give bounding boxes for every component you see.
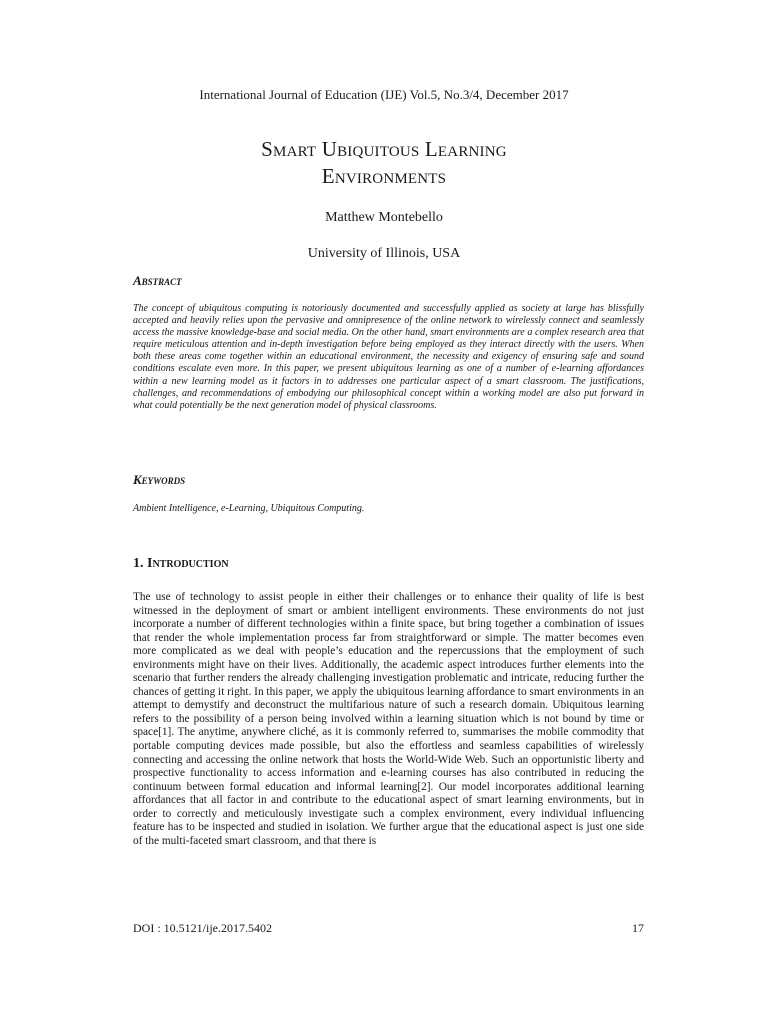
footer-page-number: 17 (632, 921, 644, 935)
author-name: Matthew Montebello (325, 210, 443, 225)
paper-title (0, 136, 768, 190)
paper-title-line-1: Smart Ubiquitous Learning (261, 137, 507, 161)
paper-title-line-2: Environments (321, 164, 447, 188)
author-affiliation: University of Illinois, USA (307, 246, 461, 261)
keywords-text: Ambient Intelligence, e-Learning, Ubiquitous Computing. (133, 503, 365, 514)
abstract-heading: Abstract (133, 273, 182, 288)
footer-doi: DOI : 10.5121/ije.2017.5402 (133, 921, 272, 935)
introduction-text: The use of technology to assist people in either their challenges or to enhance their quality of life is best witnessed in the deployment of smart or ambient intelligent environments. These environments do not just incorporate a number of different technologies within a finite space, but bring together a combination of issues that render the whole implementation process far from straightforward or simple. The matter becomes even more complicated as we deal with people’s education and the repercussions that the employment of such environments might have on their lives. Additionally, the academic aspect introduces further elements into the scenario that further renders the already challenging investigation problematic and intricate, reducing further the chances of getting it right. In this paper, we apply the ubiquitous learning affordance to smart environments in an attempt to demystify and deconstruct the multifarious nature of such a research domain. Ubiquitous learning refers to the possibility of a person being involved within a learning situation which is not bound by time or space[1]. The anytime, anywhere cliché, as it is commonly referred to, summarises the mobile commodity that portable computing devices made possible, but also the effortless and seamless capabilities of wirelessly connecting and accessing the online network that hosts the World-Wide Web. Such an opportunistic liberty and prospective functionality to access information and e-learning courses has also contributed in reducing the continuum between formal education and informal learning[2]. Our model incorporates additional learning affordances that all factor in and contribute to the educational aspect of smart learning environments, but in order to correctly and meticulously investigate such a complex environment, every individual influencing feature has to be inspected and studied in isolation. We further argue that the educational aspect is just one side of the multi-faceted smart classroom, and that there is (133, 591, 644, 847)
introduction-heading: 1. Introduction (133, 556, 229, 571)
keywords-heading: Keywords (133, 472, 186, 487)
journal-header: International Journal of Education (IJE) Vol.5, No.3/4, December 2017 (199, 87, 569, 102)
abstract-text: The concept of ubiquitous computing is notoriously documented and successfully applied as society at large has blissfully accepted and heavily relies upon the pervasive and omnipresence of the online network to wirelessly connect and seamlessly access the massive knowledge-base and social media. On the other hand, smart environments are a complex research area that require meticulous attention and in-depth investigation before being employed as they interact directly with the users. When both these areas come together within an educational environment, the necessity and exigency of ensuring safe and sound conditions escalate even more. In this paper, we present ubiquitous learning as one of a number of e-learning affordances within a new learning model as it factors in to addresses one particular aspect of a smart classroom. The justifications, challenges, and recommendations of embodying our philosophical concept within a working model are also put forward in what could potentially be the next generation model of physical classrooms. (133, 303, 644, 411)
